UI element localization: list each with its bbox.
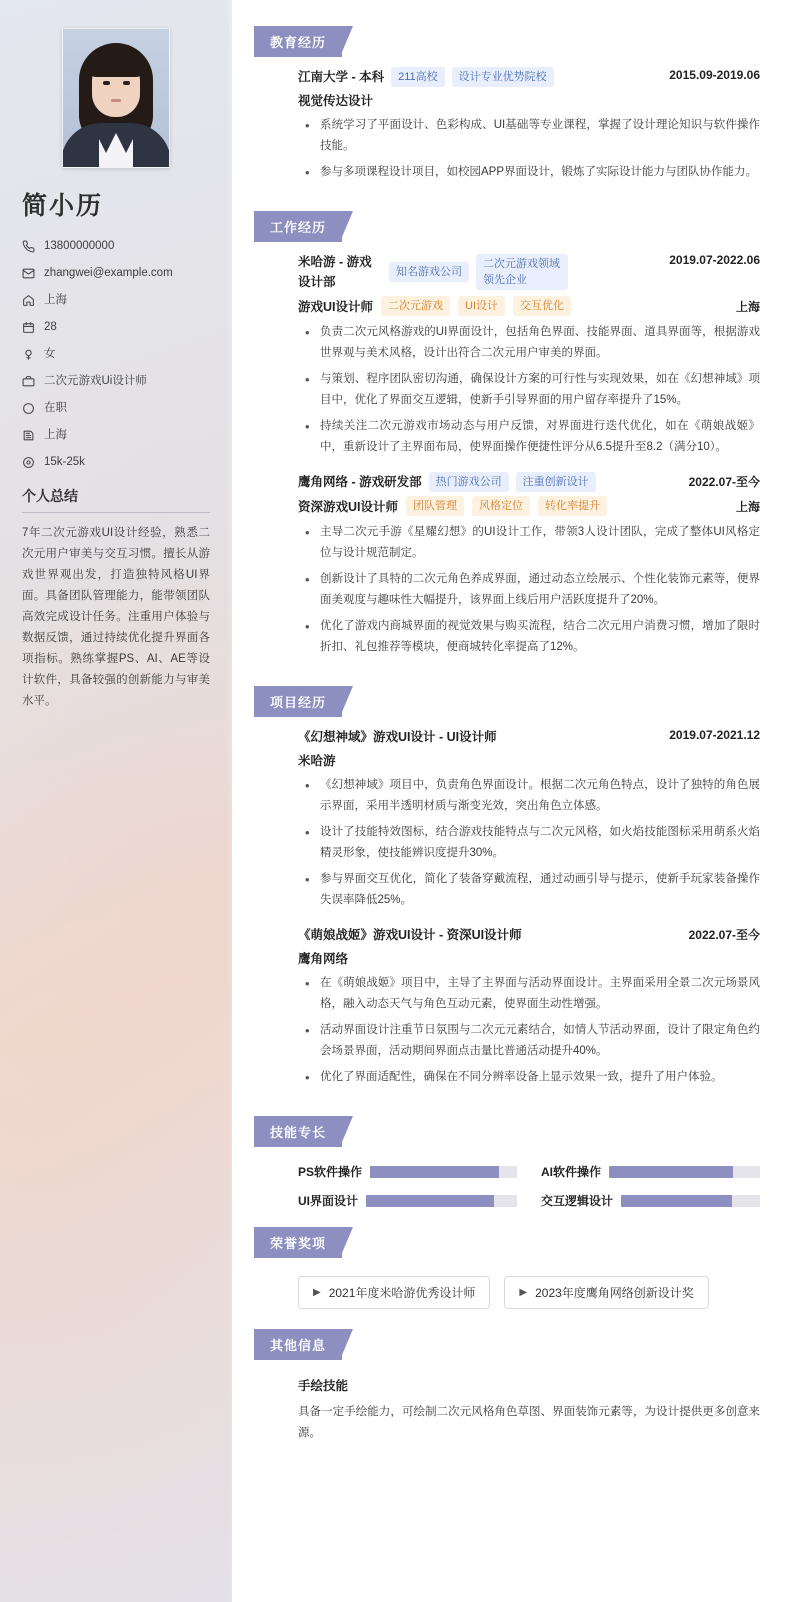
list-item: • 创新设计了具特的二次元角色养成界面，通过动态立绘展示、个性化装饰元素等，便界面美观度与趣味性大幅提升，该界面上线后用户活跃度提升了20%。 (298, 569, 760, 611)
work-location: 上海 (735, 299, 760, 314)
mail-icon (22, 267, 35, 280)
work-date: 2019.07-2022.06 (669, 253, 760, 267)
status-icon (22, 402, 35, 415)
other-block (254, 1370, 766, 1444)
skill-name: PS软件操作 (298, 1165, 363, 1179)
main-content (232, 0, 794, 1602)
section-header-education (254, 26, 342, 57)
work-role-tag: 团队管理 (406, 496, 464, 516)
section-header-work (254, 211, 342, 242)
list-item: • 负责二次元风格游戏的UI界面设计，包括角色界面、技能界面、道具界面等，根据游戏世界观与美术风格，设计出符合二次元用户审美的界面。 (298, 322, 760, 364)
education-bullets (298, 115, 760, 183)
work-date: 2022.07-至今 (688, 475, 760, 489)
project-name-line (298, 925, 522, 945)
honor-item (504, 1276, 708, 1309)
contact-location-value: 上海 (44, 429, 67, 441)
work-location: 上海 (735, 499, 760, 514)
project-date: 2019.07-2021.12 (669, 728, 760, 742)
section-title-projects: 项目经历 (254, 686, 342, 717)
list-item: • 在《萌娘战姬》项目中，主导了主界面与活动界面设计。主界面采用全景二次元场景风格，融入动态天气与角色互动元素，使界面生动性增强。 (298, 973, 760, 1015)
contact-status-value: 在职 (44, 402, 67, 414)
list-item: • 参与界面交互优化，简化了装备穿戴流程，通过动画引导与提示，使新手玩家装备操作失误率降低25%。 (298, 869, 760, 911)
section-title-other: 其他信息 (254, 1329, 342, 1360)
work-tag: 注重创新设计 (516, 472, 596, 492)
contact-hometown (22, 292, 210, 308)
work-bullets (298, 522, 760, 658)
work-bullets (298, 322, 760, 458)
project-entry (298, 925, 760, 1088)
avatar-eye-right (123, 81, 130, 85)
contact-age (22, 319, 210, 335)
work-role-tag: 转化率提升 (538, 496, 607, 516)
section-title-honors: 荣誉奖项 (254, 1227, 342, 1258)
education-school-line (298, 67, 554, 87)
contact-list (22, 238, 210, 470)
contact-phone-value: 13800000000 (44, 240, 115, 252)
project-entry-head (298, 925, 760, 945)
section-body-education (254, 67, 766, 183)
work-role-line (298, 296, 760, 316)
project-name: 《萌娘战姬》游戏UI设计 - 资深UI设计师 (298, 928, 522, 942)
skill-name: UI界面设计 (298, 1194, 359, 1208)
candidate-name: 简小历 (22, 192, 104, 220)
work-role-tag: UI设计 (458, 296, 505, 316)
skill-name: 交互逻辑设计 (541, 1194, 614, 1208)
contact-status (22, 400, 210, 416)
salary-icon (22, 456, 35, 469)
project-org: 鹰角网络 (298, 952, 349, 966)
sidebar (0, 0, 232, 1602)
work-tag: 二次元游戏领域领先企业 (476, 254, 568, 290)
skill-row (298, 1163, 517, 1180)
honor-label: 2023年度鹰角网络创新设计奖 (535, 1286, 694, 1300)
play-triangle-icon: ▶ (313, 1287, 321, 1298)
list-item: • 与策划、程序团队密切沟通，确保设计方案的可行性与实现效果，如在《幻想神域》项目中，优化了界面交互逻辑，使新手引导界面的用户留存率提升了15%。 (298, 369, 760, 411)
summary-text: 7年二次元游戏UI设计经验，熟悉二次元用户审美与交互习惯。擅长从游戏世界观出发，打造独特风格UI界面。具备团队管理能力，能带领团队高效完成设计任务。注重用户体验与数据反馈，通过持续优化提升界面各项指标。熟练掌握PS、AI、AE等设计软件，具备较强的创新能力与审美水平。 (22, 527, 210, 707)
education-school: 江南大学 - 本科 (298, 70, 385, 84)
play-triangle-icon: ▶ (519, 1287, 528, 1298)
work-tag: 知名游戏公司 (389, 262, 469, 282)
work-entry-head (298, 252, 760, 292)
avatar-fringe (88, 53, 144, 77)
work-company: 米哈游 - 游戏设计部 (298, 255, 372, 289)
skill-bar (370, 1166, 517, 1178)
section-title-work: 工作经历 (254, 211, 342, 242)
briefcase-icon (22, 375, 35, 388)
calendar-icon (22, 321, 35, 334)
skill-fill (621, 1195, 732, 1207)
list-item: • 持续关注二次元游戏市场动态与用户反馈，对界面进行迭代优化，如在《萌娘战姬》中，重新设计了主界面布局，使界面操作便捷性评分从6.5提升至8.2（满分10）。 (298, 416, 760, 458)
skill-fill (609, 1166, 733, 1178)
contact-email (22, 265, 210, 281)
location-icon (22, 429, 35, 442)
honors-list (254, 1268, 766, 1315)
section-header-projects (254, 686, 342, 717)
honor-label: 2021年度米哈游优秀设计师 (328, 1286, 476, 1300)
work-company: 鹰角网络 - 游戏研发部 (298, 475, 422, 489)
list-item: • 《幻想神域》项目中，负责角色界面设计。根据二次元角色特点，设计了独特的角色展示界面，采用半透明材质与渐变光效，突出角色立体感。 (298, 775, 760, 817)
project-entry (298, 727, 760, 911)
work-role-left (298, 296, 571, 316)
work-role: 游戏UI设计师 (298, 300, 374, 314)
contact-position (22, 373, 210, 389)
work-entry (298, 472, 760, 658)
work-company-line (298, 472, 596, 492)
project-date: 2022.07-至今 (688, 928, 760, 942)
education-entry (298, 67, 760, 183)
avatar-eye-left (103, 81, 110, 85)
list-item: • 优化了界面适配性，确保在不同分辨率设备上显示效果一致，提升了用户体验。 (298, 1067, 760, 1088)
project-name: 《幻想神域》游戏UI设计 - UI设计师 (298, 730, 497, 744)
honor-item (298, 1276, 490, 1309)
list-item: • 系统学习了平面设计、色彩构成、UI基础等专业课程，掌握了设计理论知识与软件操作技能。 (298, 115, 760, 157)
education-date: 2015.09-2019.06 (669, 68, 760, 82)
skill-bar (609, 1166, 760, 1178)
section-title-skills: 技能专长 (254, 1116, 342, 1147)
avatar (62, 28, 170, 168)
section-header-honors (254, 1227, 342, 1258)
skill-fill (366, 1195, 494, 1207)
project-name-line (298, 727, 497, 747)
list-item: • 活动界面设计注重节日氛围与二次元元素结合，如情人节活动界面，设计了限定角色约会场景界面，活动期间界面点击量比普通活动提升40%。 (298, 1020, 760, 1062)
skills-grid (254, 1157, 766, 1213)
project-bullets (298, 973, 760, 1088)
skill-bar (621, 1195, 760, 1207)
section-header-skills (254, 1116, 342, 1147)
work-role-tag: 风格定位 (472, 496, 530, 516)
project-bullets (298, 775, 760, 911)
skill-row (298, 1192, 517, 1209)
work-entry (298, 252, 760, 458)
section-title-education: 教育经历 (254, 26, 342, 57)
contact-age-value: 28 (44, 321, 57, 333)
work-entry-head (298, 472, 760, 492)
list-item: • 设计了技能特效图标，结合游戏技能特点与二次元风格，如火焰技能图标采用萌系火焰精灵形象，使技能辨识度提升30%。 (298, 822, 760, 864)
contact-phone (22, 238, 210, 254)
education-tag: 211高校 (391, 67, 445, 87)
gender-icon (22, 348, 35, 361)
avatar-collar-right (116, 133, 136, 153)
summary-title: 个人总结 (22, 488, 78, 504)
section-body-work (254, 252, 766, 658)
contact-gender-value: 女 (44, 348, 56, 360)
list-item: • 优化了游戏内商城界面的视觉效果与购买流程，结合二次元用户消费习惯，增加了限时折扣、礼包推荐等模块，便商城转化率提高了12%。 (298, 616, 760, 658)
work-tag: 热门游戏公司 (429, 472, 509, 492)
contact-salary (22, 454, 210, 470)
skill-fill (370, 1166, 499, 1178)
contact-hometown-value: 上海 (44, 294, 67, 306)
contact-email-value: zhangwei@example.com (44, 267, 173, 279)
phone-icon (22, 240, 35, 253)
education-entry-head (298, 67, 760, 87)
project-org: 米哈游 (298, 754, 336, 768)
work-role: 资深游戏UI设计师 (298, 500, 399, 514)
education-tag: 设计专业优势院校 (452, 67, 554, 87)
contact-gender (22, 346, 210, 362)
education-major: 视觉传达设计 (298, 94, 374, 108)
section-header-other (254, 1329, 342, 1360)
other-text: 具备一定手绘能力，可绘制二次元风格角色草图、界面装饰元素等，为设计提供更多创意来源。 (298, 1406, 760, 1439)
skill-row (541, 1163, 760, 1180)
skill-row (541, 1192, 760, 1209)
list-item: • 参与多项课程设计项目，如校园APP界面设计，锻炼了实际设计能力与团队协作能力。 (298, 162, 760, 183)
work-company-line (298, 252, 568, 292)
work-role-line (298, 496, 760, 516)
avatar-mouth (111, 99, 121, 102)
contact-location (22, 427, 210, 443)
work-role-tag: 二次元游戏 (381, 296, 450, 316)
section-body-projects (254, 727, 766, 1088)
project-entry-head (298, 727, 760, 747)
skill-bar (366, 1195, 517, 1207)
work-role-tag: 交互优化 (513, 296, 571, 316)
other-subtitle: 手绘技能 (298, 1379, 349, 1393)
home-icon (22, 294, 35, 307)
list-item: • 主导二次元手游《星耀幻想》的UI设计工作，带领3人设计团队，完成了整体UI风格定位与设计规范制定。 (298, 522, 760, 564)
contact-position-value: 二次元游戏Ui设计师 (44, 375, 147, 387)
contact-salary-value: 15k-25k (44, 456, 85, 468)
avatar-collar-left (96, 133, 116, 153)
summary-divider (22, 512, 210, 513)
skill-name: AI软件操作 (541, 1165, 602, 1179)
work-role-left (298, 496, 607, 516)
